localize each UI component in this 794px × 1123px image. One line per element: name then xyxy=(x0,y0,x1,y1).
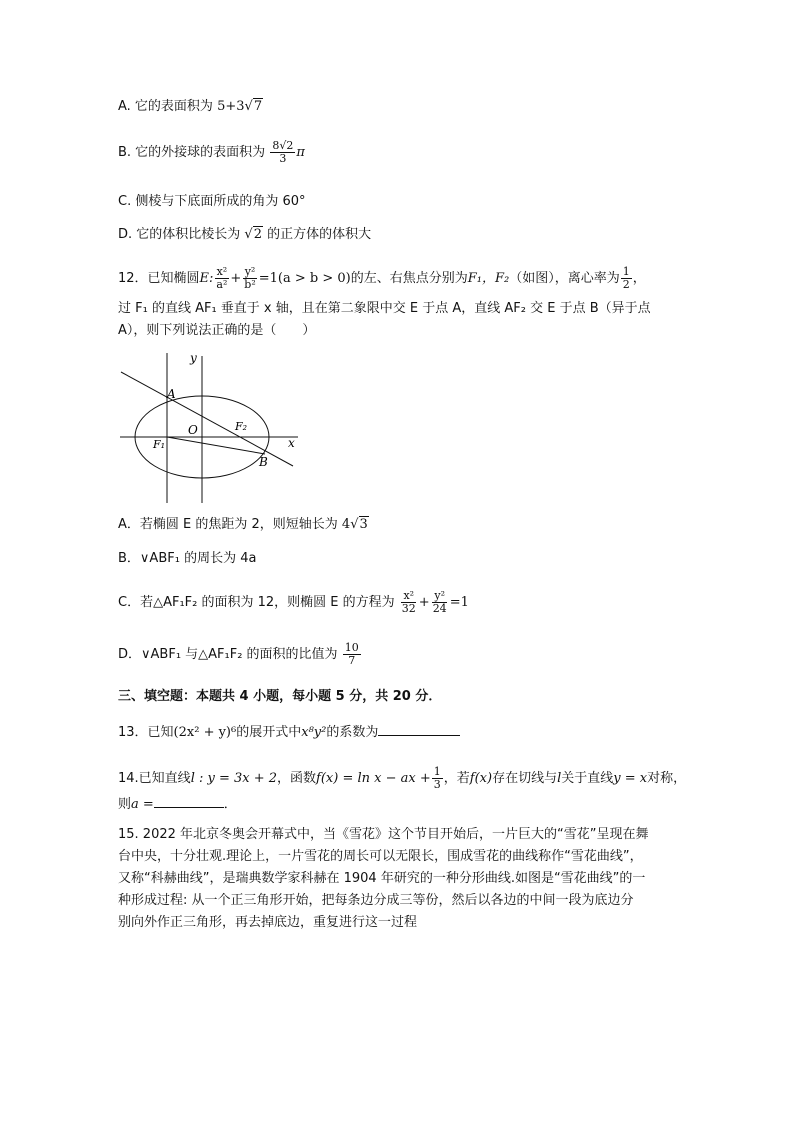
q12-option-d: D．∨ABF₁ 与△AF₁F₂ 的面积的比值为 $\frac{10}{7}$ xyxy=(118,641,359,667)
q11-option-c: C. 侧棱与下底面所成的角为 60° xyxy=(118,194,306,209)
q11-option-b: B. 它的外接球的表面积为 $\frac{8√2}{3}$ π xyxy=(118,139,305,165)
answer-blank-13[interactable] xyxy=(378,735,460,736)
fraction-y2-24: $\frac{\text{y²}}{24}$ xyxy=(432,589,447,615)
q15-line: 15. 2022 年北京冬奥会开幕式中，当《雪花》这个节目开始后，一片巨大的“雪花”呈现在舞 xyxy=(118,827,649,842)
label-f1: F₁ xyxy=(153,438,166,451)
option-a-math: 5+3 xyxy=(217,99,245,114)
q11-option-d: D. 它的体积比棱长为 √2 的正方体的体积大 xyxy=(118,227,372,242)
ellipse-figure xyxy=(118,348,308,506)
q15-line: 种形成过程: 从一个正三角形开始，把每条边分成三等份，然后以各边的中间一段为底边分 xyxy=(118,893,634,908)
sqrt-3: √3 xyxy=(350,517,368,532)
label-a: A xyxy=(167,387,176,401)
q12-option-b: B．∨ABF₁ 的周长为 4a xyxy=(118,551,257,566)
fraction-8sqrt2-over-3: $\frac{8√2}{3}$ xyxy=(272,139,294,165)
q15-line: 台中央，十分壮观.理论上，一片雪花的周长可以无限长，围成雪花的曲线称作“雪花曲线”， xyxy=(118,849,643,864)
q15-line: 别向外作正三角形，再去掉底边，重复进行这一过程 xyxy=(118,915,418,930)
section-3-heading: 三、填空题：本题共 4 小题，每小题 5 分，共 20 分． xyxy=(118,689,442,704)
q12-option-c: C．若△AF₁F₂ 的面积为 12，则椭圆 E 的方程为 $\frac{\text{x²}}{32}$ + $\frac{\text{y²}}{24}$ =1 xyxy=(118,589,469,615)
q12-line-3: A），则下列说法正确的是（ ） xyxy=(118,323,316,338)
q15-line: 又称“科赫曲线”，是瑞典数学家科赫在 1904 年研究的一种分形曲线.如图是“雪花曲线”的一 xyxy=(118,871,646,886)
q15 xyxy=(118,824,678,934)
label-x: x xyxy=(288,436,295,450)
q13: 13．已知(2x² + y)⁶的展开式中x⁸y²的系数为 xyxy=(118,724,460,742)
fraction-1-3: $\frac{1}{3}$ xyxy=(433,765,441,791)
label-b: B xyxy=(259,455,268,469)
sqrt-2: √2 xyxy=(244,227,262,242)
q11-option-a: A. 它的表面积为 5+3√7 xyxy=(118,99,263,114)
fraction-eccentricity: $\frac{1}{2}$ xyxy=(622,265,630,291)
q12-line-1: 12．已知椭圆E: $\frac{\text{x²}}{\text{a²}}$ + $\frac{\text{y²}}{\text{b²}}$ =1(a > b > 0)的左、右焦点分别为F₁，F₂（如图），离心率为 $\frac{1}{2}$ ， xyxy=(118,265,646,291)
line-af2 xyxy=(121,372,293,466)
q14-line-2: 则a = ． xyxy=(118,797,237,812)
fraction-10-7: $\frac{10}{7}$ xyxy=(344,641,359,667)
fraction-y2-b2: $\frac{\text{y²}}{\text{b²}}$ xyxy=(244,265,256,291)
fraction-x2-a2: $\frac{\text{x²}}{\text{a²}}$ xyxy=(216,265,228,291)
fraction-x2-32: $\frac{\text{x²}}{32}$ xyxy=(401,589,416,615)
label-y: y xyxy=(190,351,197,365)
q12-line-2: 过 F₁ 的直线 AF₁ 垂直于 x 轴，且在第二象限中交 E 于点 A，直线 AF₂ 交 E 于点 B（异于点 xyxy=(118,301,651,316)
line-f1b xyxy=(167,437,265,454)
label-f2: F₂ xyxy=(235,420,248,433)
q14-line-1: 14.已知直线l : y = 3x + 2，函数f(x) = ln x − ax + $\frac{1}{3}$ ，若f(x)存在切线与l关于直线y = x对称， xyxy=(118,765,687,791)
sqrt-7: √7 xyxy=(244,99,263,114)
answer-blank-14[interactable] xyxy=(154,807,224,808)
label-o: O xyxy=(188,423,198,437)
q12-option-a: A．若椭圆 E 的焦距为 2，则短轴长为 4√3 xyxy=(118,517,368,532)
